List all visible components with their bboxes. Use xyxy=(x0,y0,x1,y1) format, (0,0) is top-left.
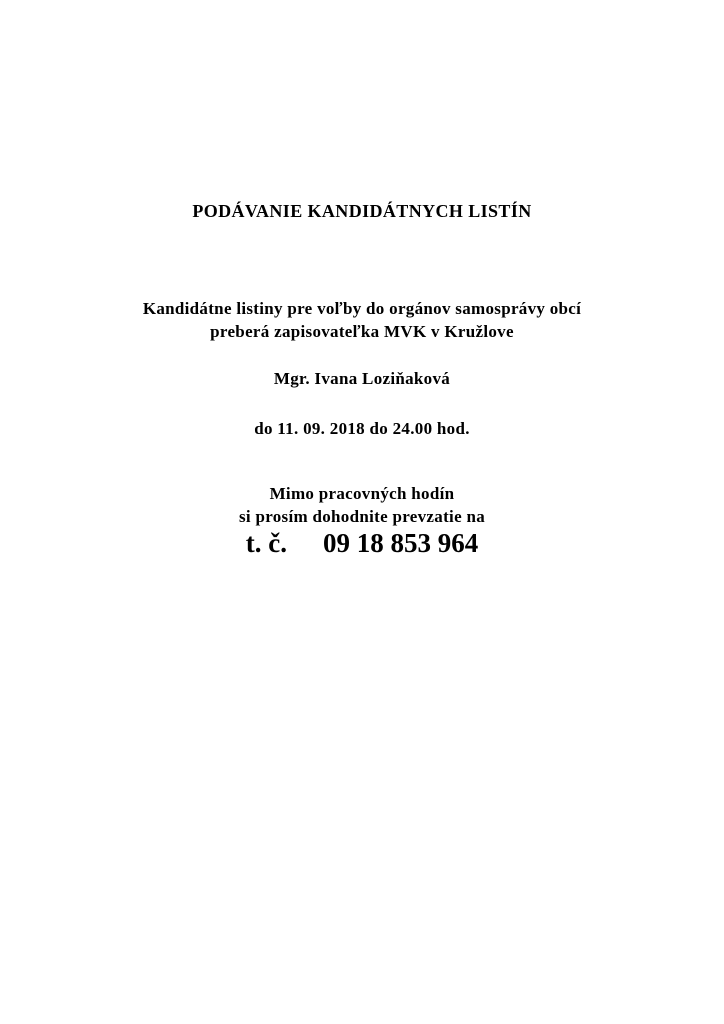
phone-line xyxy=(0,528,724,559)
note-line-2: si prosím dohodnite prevzatie na xyxy=(238,507,486,526)
note-line-1: Mimo pracovných hodín xyxy=(269,484,455,503)
phone-number: 09 18 853 964 xyxy=(322,528,479,558)
document-title: PODÁVANIE KANDIDÁTNYCH LISTÍN xyxy=(192,201,532,221)
intro-paragraph xyxy=(0,297,724,343)
intro-line-1: Kandidátne listiny pre voľby do orgánov samosprávy obcí xyxy=(142,299,582,318)
person-name: Mgr. Ivana Loziňaková xyxy=(273,369,451,388)
deadline-text: do 11. 09. 2018 do 24.00 hod. xyxy=(254,419,470,438)
note-paragraph xyxy=(0,482,724,528)
phone-prefix: t. č. xyxy=(245,528,287,558)
intro-line-2: preberá zapisovateľka MVK v Kružlove xyxy=(210,322,514,341)
